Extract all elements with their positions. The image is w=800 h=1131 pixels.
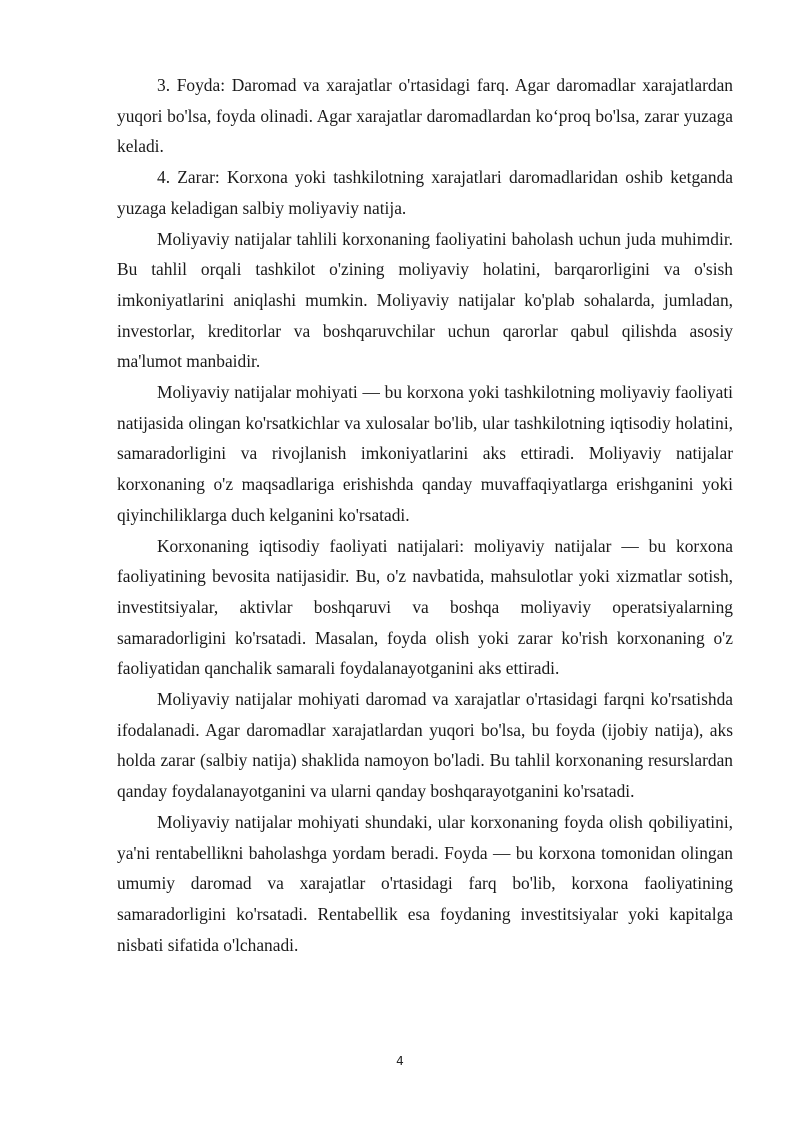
paragraph-profitability: Moliyaviy natijalar mohiyati shundaki, ular korxonaning foyda olish qobiliyatini, ya'ni rentabellikni baholashga yordam beradi. Foyda — bu korxona tomonidan olingan umumiy daromad va xarajatlar o'rtasidagi farq bo'lib, korxona faoliyatining samaradorligini ko'rsatadi. Rentabellik esa foydaning investitsiyalar yoki kapitalga nisbati sifatida o'lchanadi. (117, 811, 733, 955)
paragraph-results-essence: Moliyaviy natijalar mohiyati — bu korxona yoki tashkilotning moliyaviy faoliyati natijasida olingan ko'rsatkichlar va xulosalar bo'lib, ular tashkilotning iqtisodiy holatini, samaradorligini va rivojlanish imkoniyatlarini aks ettiradi. Moliyaviy natijalar korxonaning o'z maqsadlariga erishishda qanday muvaffaqiyatlarga erishganini yoki qiyinchiliklarga duch kelganini ko'rsatadi. (117, 382, 733, 525)
paragraph-zarar-definition: 4. Zarar: Korxona yoki tashkilotning xarajatlari daromadlaridan oshib ketganda yuzaga keladigan salbiy moliyaviy natija. (117, 167, 733, 218)
page-body (117, 70, 733, 960)
paragraph-foyda-definition: 3. Foyda: Daromad va xarajatlar o'rtasidagi farq. Agar daromadlar xarajatlardan yuqori bo'lsa, foyda olinadi. Agar xarajatlar daromadlardan ko‘proq bo'lsa, zarar yuzaga keladi. (117, 75, 733, 157)
page-number: 4 (396, 1054, 404, 1068)
paragraph-economic-activity: Korxonaning iqtisodiy faoliyati natijalari: moliyaviy natijalar — bu korxona faoliyatining bevosita natijasidir. Bu, o'z navbatida, mahsulotlar yoki xizmatlar sotish, investitsiyalar, aktivlar boshqaruvi va boshqa moliyaviy operatsiyalarning samaradorligini ko'rsatadi. Masalan, foyda olish yoki zarar ko'rish korxonaning o'z faoliyatidan qanchalik samarali foydalanayotganini aks ettiradi. (117, 535, 733, 679)
paragraph-income-expense-difference: Moliyaviy natijalar mohiyati daromad va xarajatlar o'rtasidagi farqni ko'rsatishda ifodalanadi. Agar daromadlar xarajatlardan yuqori bo'lsa, bu foyda (ijobiy natija), aks holda zarar (salbiy natija) shaklida namoyon bo'ladi. Bu tahlil korxonaning resurslardan qanday foydalanayotganini va ularni qanday boshqarayotganini ko'rsatadi. (117, 689, 733, 802)
paragraph-analysis-importance: Moliyaviy natijalar tahlili korxonaning faoliyatini baholash uchun juda muhimdir. Bu tahlil orqali tashkilot o'zining moliyaviy holatini, barqarorligini va o'sish imkoniyatlarini aniqlashi mumkin. Moliyaviy natijalar ko'plab sohalarda, jumladan, investorlar, kreditorlar va boshqaruvchilar uchun qarorlar qabul qilishda asosiy ma'lumot manbaidir. (117, 228, 733, 372)
